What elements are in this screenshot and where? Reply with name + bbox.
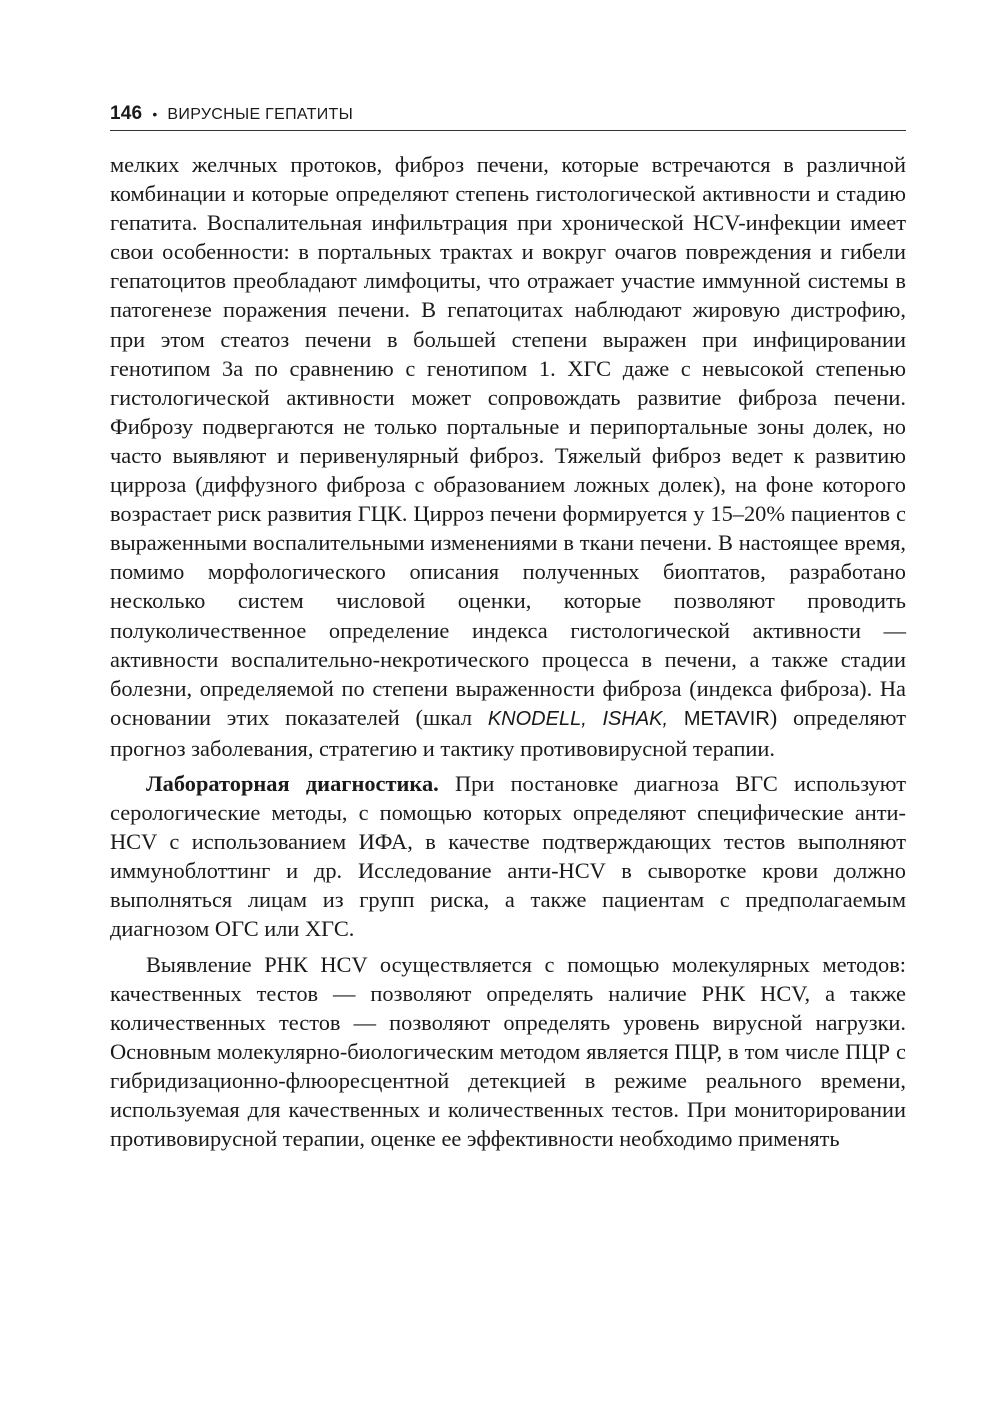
paragraph-rna-detection: [110, 950, 906, 1154]
paragraph-text: При постановке диагноза ВГС используют серологические методы, с помощью которых определяют специфические анти-HCV с использованием ИФА, в качестве подтверждающих тестов выполняют иммуноблоттинг и др. Исследование анти-HCV в сыворотке крови должно выполняться лицам из групп риска, а также пациентам с предполагаемым диагнозом ОГС или ХГС.: [110, 770, 906, 942]
bullet-separator: •: [152, 106, 158, 122]
scale-names-italic: KNODELL, ISHAK,: [487, 707, 669, 730]
paragraph-text: Выявление РНК HCV осуществляется с помощью молекулярных методов: качественных тестов — позволяют определять наличие РНК HCV, а также количественных тестов — позволяют определять уровень вирусной нагрузки. Основным молекулярно-биологическим методом является ПЦР, в том числе ПЦР с гибридизационно-флюоресцентной детекцией в режиме реального времени, используемая для качественных и количественных тестов. При мониторировании противовирусной терапии, оценке ее эффективности необходимо применять: [110, 951, 906, 1152]
paragraph-lead: Лабораторная диагностика.: [146, 770, 439, 796]
running-head: [110, 103, 906, 125]
scale-name-metavir: METAVIR: [683, 707, 770, 730]
body-text: [110, 150, 906, 1153]
paragraph-text: мелких желчных протоков, фиброз печени, которые встречаются в различной комбинации и которые определяют степень гистологической активности и стадию гепатита. Воспалительная инфильтрация при хронической HCV-инфекции имеет свои особенности: в портальных трактах и вокруг очагов повреждения и гибели гепатоцитов преобладают лимфоциты, что отражает участие иммунной системы в патогенезе поражения печени. В гепатоцитах наблюдают жировую дистрофию, при этом стеатоз печени в большей степени выражен при инфицировании генотипом 3а по сравнению с генотипом 1. ХГС даже с невысокой степенью гистологической активности может сопровождать развитие фиброза печени. Фиброзу подвергаются не только портальные и перипортальные зоны долек, но часто выявляют и перивенулярный фиброз. Тяжелый фиброз ведет к развитию цирроза (диффузного фиброза с образованием ложных долек), на фоне которого возрастает риск развития ГЦК. Цирроз печени формируется у 15–20% пациентов с выраженными воспалительными изменениями в ткани печени. В настоящее время, помимо морфологического описания полученных биоптатов, разработано несколько систем числовой оценки, которые позволяют проводить полуколичественное определение индекса гистологической активности — активности воспалительно-некротического процесса в печени, а также стадии болезни, определяемой по степени выраженности фиброза (индекса фиброза). На основании этих показателей (шкал: [110, 152, 906, 730]
page-number: 146: [110, 103, 143, 124]
section-title: ВИРУСНЫЕ ГЕПАТИТЫ: [167, 106, 354, 123]
paragraph-text: ) определяют прогноз заболевания, стратегию и тактику противовирусной терапии.: [110, 704, 907, 761]
paragraph-lab-diagnostics: [110, 769, 906, 944]
paragraph-histology: [110, 150, 906, 763]
header-rule: [110, 130, 906, 131]
